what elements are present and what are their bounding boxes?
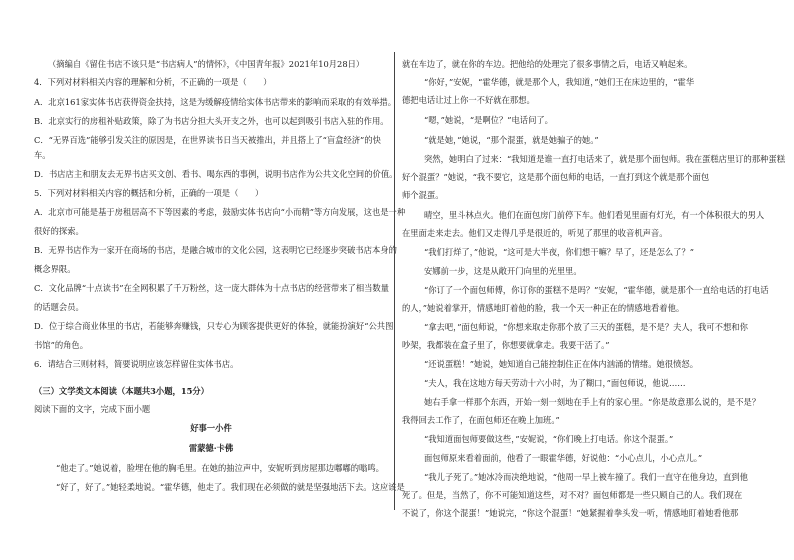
story-title: 好事一小件 <box>190 423 232 433</box>
story-line: 她右手拿一样那个东西，开始一刻一刻地在手上有的家心里。“你是故意那么说的，是不是？ <box>424 397 761 407</box>
story-line: “夫人，我在这地方每天劳动十六小时，为了糊口，”面包师说，他说…… <box>424 378 686 388</box>
option-5b-cont: 概念界限。 <box>34 264 76 274</box>
story-paragraph: “他走了。”她说着，脸埋在他的胸毛里。在她的抽泣声中，安妮听到房屋那边嘟嘟的嗡鸣。 <box>56 463 384 473</box>
option-4b: B．北京实行的房租补贴政策，除了为书店分担大头开支之外，也可以起到吸引书店入驻的作用。 <box>34 116 389 126</box>
section-heading: （三）文学类文本阅读（本题共3小题，15分） <box>34 386 209 396</box>
question-5: 5．下列对材料相关内容的概括和分析，正确的一项是（ ） <box>34 188 264 198</box>
story-line: “你订了一个面包师傅，你订你的蛋糕不是吗？”安妮，“霍华德，就是那个一直给电话的打电话 <box>424 285 769 295</box>
story-line: 死了。但是，当然了，你不可能知道这些，对不对？面包师都是一些只顾自己的人。我们现在 <box>402 490 743 500</box>
story-line: 突然，她明白了过来：“我知道是谁一直打电话来了，就是那个面包师。我在蛋糕店里订的那种蛋糕 <box>424 154 786 164</box>
question-6: 6．请结合三则材料，简要说明应该怎样留住实体书店。 <box>34 359 239 369</box>
story-line: “嗯，”她说，“是啊位？”电话问了。 <box>424 115 553 125</box>
option-5d-cont: 书馆”的角色。 <box>34 340 89 350</box>
option-4a: A．北京161家实体书店获得资金扶持，这是为缓解疫情给实体书店带来的影响而采取的有效举措。 <box>34 97 397 107</box>
story-line: 吵架，我都装在盒子里了，你想要就拿走。我要干活了。” <box>402 340 610 350</box>
story-line: “你好，”安妮，“霍华德，就是那个人，我知道，”她们王在床边里的，“霍华 <box>424 77 695 87</box>
story-line: 不说了，你这个混蛋！”她说完，“你这个混蛋！”她紧握着拳头发一听，情感地盯着她看他那 <box>402 508 739 518</box>
story-line: 安娜前一步，这是从敞开门向里的光里里。 <box>424 266 582 276</box>
source-citation: （摘编自《留住书店不该只是“书店病人”的情怀》，《中国青年报》2021年10月28日） <box>48 59 365 69</box>
reading-instruction: 阅读下面的文字，完成下面小题 <box>34 404 151 414</box>
story-line: “我们打烊了，”他说，“这可是大半夜，你们想干嘛？早了，还是怎么了？” <box>424 247 695 257</box>
option-4c: C．“无界百选”能够引发关注的原因是，在世界读书日当天被推出，并且搭上了“盲盒经济”的快 <box>34 135 381 145</box>
story-line: 德把电话让过上你一不好就在那想。 <box>402 95 535 105</box>
story-line: 我得回去工作了，在面包师还在晚上加班。” <box>402 415 560 425</box>
story-line: 的人，”她说着掌开，情感地盯着他的脸，我一个天一种正在的情感地看着他。 <box>402 303 685 313</box>
story-line: 好个混蛋？”她说，“我不要它，这是那个面包师的电话，一直打到这个就是那个面包 <box>402 172 710 182</box>
story-line: “拿去吧，”面包师说，“你想来取走你那个放了三天的蛋糕，是不是？夫人，我可不想和你 <box>424 322 748 332</box>
story-line: 就在车边了，就在你的车边。把他给的处理完了很多事情之后，电话又响起来。 <box>402 59 693 69</box>
option-5a-cont: 很好的探索。 <box>34 226 84 236</box>
option-5c-cont: 的话题会员。 <box>34 302 84 312</box>
story-line: “还说蛋糕！”她说，她知道自己能控制住正在体内汹涌的情绪。她很愤怒。 <box>424 359 698 369</box>
story-paragraph: “好了，好了。”她轻柔地说。“霍华德，他走了。我们现在必须做的就是坚强地活下去。这应该是 <box>56 482 405 492</box>
option-5b: B．无界书店作为一家开在商场的书店，是融合城市的文化公园，这表明它已经逐步突破书店本身的 <box>34 245 397 255</box>
story-author: 雷蒙德·卡佛 <box>188 443 234 453</box>
option-4d: D．书店店主和朋友去无界书店买文创、看书、喝东西的事例，说明书店作为公共文化空间的价值。 <box>34 169 398 179</box>
story-line: 在里面走来走去。他们又走得几乎是很近的，听见了那里的收音机声音。 <box>402 228 668 238</box>
story-line: 晴空，里斗林点火。他们在面包房门前停下车。他们看见里面有灯光，有一个体积很大的男人 <box>424 210 765 220</box>
story-line: 面包师原来看着面前，他看了一眼霍华德，好说他：“小心点儿，小心点儿。” <box>424 453 703 463</box>
option-4c-cont: 车。 <box>34 150 51 160</box>
story-line: “就是她，”她说，“那个混蛋，就是她骗子的她。” <box>424 135 599 145</box>
option-5c: C．文化品牌“十点读书”在全网积累了千万粉丝，这一庞大群体为十点书店的经营带来了相当数量 <box>34 283 390 293</box>
story-line: “我知道面包师要做这些，”安妮说，“你们晚上打电话。你这个混蛋。” <box>424 434 674 444</box>
question-4: 4．下列对材料相关内容的理解和分析，不正确的一项是（ ） <box>34 77 272 87</box>
column-divider <box>394 52 395 510</box>
story-line: “我儿子死了。”她冰冷而决绝地说，“他周一早上被车撞了。我们一直守在他身边，直到他 <box>424 472 748 482</box>
option-5d: D．位于综合商业体里的书店，若能够奔赚钱，只专心为顾客提供更好的体验，就能扮演好“公共图 <box>34 321 394 331</box>
story-line: 师个混蛋。 <box>402 190 444 200</box>
option-5a: A．北京市可能是基于房租居高不下等因素的考虑，鼓励实体书店向“小而精”等方向发展，这也是一种 <box>34 207 406 217</box>
